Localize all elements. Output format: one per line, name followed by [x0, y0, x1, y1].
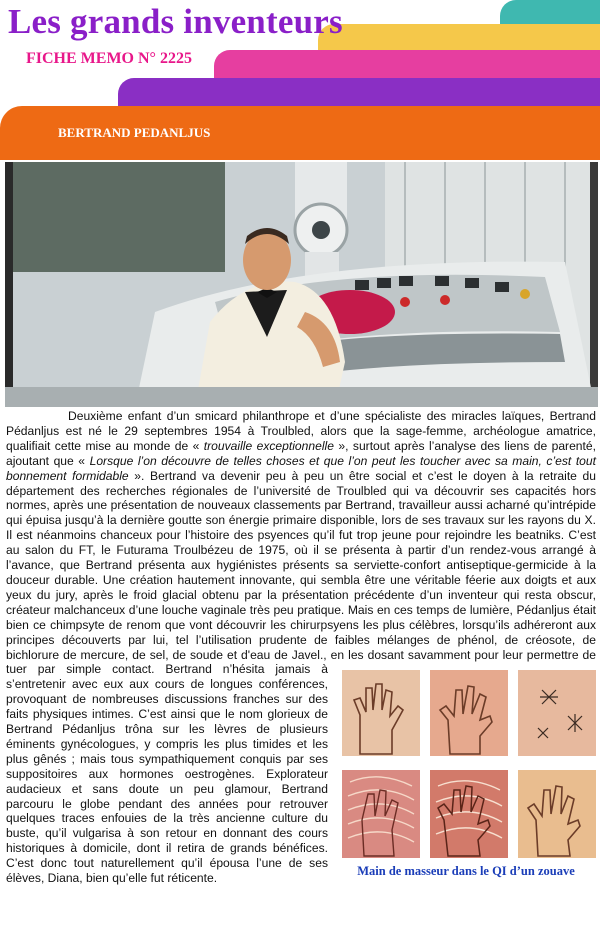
- hand-panel: [430, 770, 508, 858]
- hands-grid: [342, 670, 596, 858]
- article-text-3-after-figure: contact. Bertrand n’hésita jamais à s’entretenir avec eux aux cours de longues conférences, provoquant de nombreuses discussions franches sur des faits physiques intimes. C’est ainsi que le nom glorieux de Bertrand Pédanljus trôna sur les lèvres de plusieurs éminents gynécologues, y compris les plus timides et les plus gênés ; mais tous sympathiquement conquis par ses suppositoires aux hormones oestrogènes. Explorateur audacieux et sans doute un peu glamour, Bertrand parcouru le globe pendant des années pour retrouver quelques traces enfouies de la très ancienne culture du buste, qu’il vulgarisa à son retour en donnant des cours historiques à domicile, dont il retira de grands bénéfices. C’est donc tout naturellement qu’il épousa l’une de ses élèves, Diana, bien qu’elle fut réticente.: [6, 662, 328, 886]
- hands-figure: [336, 668, 596, 898]
- hand-panel: [518, 670, 596, 756]
- stripe-pink: [214, 50, 600, 80]
- hand-panel: [518, 770, 596, 858]
- article-text-2: », surtout après l’analyse des liens de parenté, ajoutant que «: [6, 438, 596, 468]
- quote-sage-femme: Lorsque l’on découvre de telles choses et que l’on peut les toucher avec sa main, c’est tout bonnement formidable: [6, 453, 596, 483]
- hands-panels-illustration: [342, 670, 596, 858]
- article-paragraph: [6, 409, 596, 886]
- hand-panel: [342, 770, 420, 858]
- page-title: Les grands inventeurs: [8, 2, 343, 41]
- memo-number: FICHE MEMO N° 2225: [26, 50, 192, 67]
- hand-panel: [342, 670, 420, 756]
- lab-photo: [5, 162, 598, 407]
- article-text-1: Deuxième enfant d’un smicard philanthrope et d’une spécialiste des miracles laïques, Bertrand Pédanljus est né le 29 septembres 1954 à Troulbled, alors que la sage-femme, archéologue amatrice, qualifiait cette mise au monde de «: [6, 409, 596, 453]
- stripe-yellow: [318, 24, 600, 52]
- stripe-teal: [500, 0, 600, 26]
- hand-panel: [430, 670, 508, 756]
- lab-scene-illustration: [5, 162, 598, 407]
- article-text-3-before-figure: ». Bertrand va devenir peu à peu un être social et c’est le doyen à la retraite du département des recherches régionales de l’université de Troulbled qui va découvrir ses capacités hors normes, après une présentation de nouveaux classements par Bertrand, travailleur aussi acharné qu’intrépide qui épuisa jusqu’à la dernière goutte son énergie primaire disponible, lors de ses travaux sur les rayons du X. Il est néanmoins chanceux pour l’histoire des psyences qu’il fut trop jeune pour rejoindre les beatniks. C’est au salon du FT, le Futurama Troulbézeu de 1975, où il se présenta à partir d’un rendez-vous arrangé à l’avance, que Bertrand présenta aux hygiénistes présents sa serviette-confort antiseptique-germicide à la douceur durable. Une création hautement innovante, qui sembla être une véritable féerie aux doigts et aux yeux du jury, après le froid glacial obtenu par la présentation précédente d’un inventeur qui resta obscur, créateur malchanceux d’une louche vaginale très peu pratique. Mais en ces temps de lumière, Pédanljus était bien ce chimpsyte de renom que vont découvrir les chirurpsyens les plus célèbres, lorsqu’ils adhéreront aux principes découverts par lui, tel l’utilisation prudente de faibles mélanges de phénol, de créosote, de bichlorure de mercure, de sel, de soude et d'eau de Javel., en les dosant savamment pour leur permettre de tuer par simple: [6, 468, 597, 677]
- quote-trouvaille: trouvaille exceptionnelle: [203, 438, 334, 453]
- article-body: [6, 409, 596, 898]
- stripe-purple: [118, 78, 600, 108]
- inventor-name: BERTRAND PEDANLJUS: [58, 125, 211, 140]
- figure-caption: Main de masseur dans le QI d’un zouave: [357, 864, 575, 879]
